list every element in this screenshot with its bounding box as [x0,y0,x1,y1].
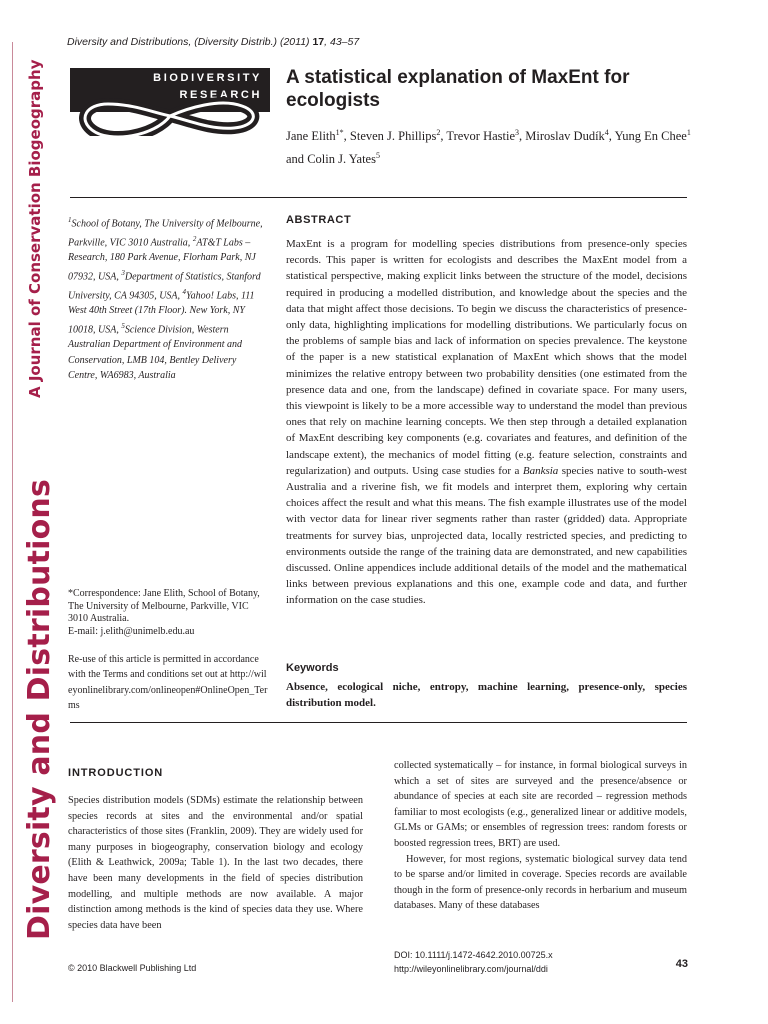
affiliation-text: Department of Statistics, Stanford University, CA 94305, USA, [68,271,261,301]
introduction-column-1: Species distribution models (SDMs) estimate the relationship between species records at sites and the environmental and/or spatial characteristics of those sites (Franklin, 2009). They are widely used for many purposes in biogeography, conservation biology and ecology (Elith & Leathwick, 2009a; Table 1). In the last two decades, there have been many developments in the field of species distribution modelling, and multiple methods are now available. A major distinction among methods is the kind of species data they use. Where species data have been [68,795,363,931]
logo-line-1: BIODIVERSITY [153,72,262,84]
affiliation-text: AT&T Labs – Research, 180 Park Avenue, Florham Park, NJ 07932, USA, [68,237,256,283]
abstract-heading: ABSTRACT [286,214,352,226]
affiliations [68,213,268,384]
correspondence-text: *Correspondence: Jane Elith, School of Botany, The University of Melbourne, Parkville, VIC 3010 Australia. [68,588,260,625]
author-name: Miroslav Dudík [525,129,605,144]
journal-citation-header [67,36,359,48]
author-affiliation-marker: 5 [375,151,380,161]
logo-line-2: RESEARCH [179,89,262,101]
author-name: Trevor Hastie [446,129,516,144]
author-name: Yung En Chee [614,129,687,144]
infinity-logo-icon [70,86,270,136]
citation-prefix: Diversity and Distributions, (Diversity Distrib.) (2011) [67,36,313,48]
intro-paragraph: However, for most regions, systematic biological survey data tend to be sparse and/or limited in coverage. Species records are available though in the form of presence-only records in herbarium and museum databases. Many of these databases [394,853,687,912]
affiliation-text: Yahoo! Labs, 111 West 40th Street (17th Floor). New York, NY 10018, USA, [68,289,255,336]
top-divider [70,197,687,198]
abstract-text [286,236,687,609]
intro-paragraph: collected systematically – for instance, in formal biological surveys in which a set of sites are surveyed and the presence/absence or abundance of species at each site are recorded – regression methods familiar to most ecologists (e.g., generalized linear or additive models, GLMs or GAMs; or ensembles of regression trees: random forests or boosted regression trees, BRT) are used. [394,760,687,849]
author-name: Colin J. Yates [307,152,376,167]
journal-name-vertical: Diversity and Distributions [22,478,57,940]
abstract-part-1: MaxEnt is a program for modelling species distributions from presence-only species records. This paper is written for ecologists and describes the MaxEnt model from a statistical perspective, making explicit links between the structure of the model, decisions required in producing a modelled distribution, and knowledge about the species and the data that might affect those decisions. To begin we discuss the characteristics of presence-only data, highlighting implications for modelling distributions. We particularly focus on the problems of sample bias and lack of information on species prevalence. The keystone of the paper is a new statistical explanation of MaxEnt which shows that the model minimizes the relative entropy between two probability densities (one estimated from the presence data and one, from the landscape) defined in covariate space. For many users, this viewpoint is likely to be a more accessible way to understand the model than previous ones that rely on machine learning concepts. We then step through a detailed explanation of MaxEnt describing key components (e.g. covariates and features, and definition of the landscape extent), the mechanics of model fitting (e.g. feature selection, constraints and regularization) and outputs. Using case studies for a [286,238,687,477]
journal-url-link[interactable]: http://wileyonlinelibrary.com/journal/ddi [394,964,548,974]
author-affiliation-marker: 3 [515,128,520,137]
citation-pages: , 43–57 [324,36,360,48]
doi-text: DOI: 10.1111/j.1472-4642.2010.00725.x [394,950,553,960]
section-divider [70,722,687,723]
affiliation-number: 5 [121,321,125,330]
page-number: 43 [675,958,688,970]
affiliation-text: Science Division, Western Australian Department of Environment and Conservation, LMB 104, Bentley Delivery Centre, WA6983, Australia [68,324,243,382]
copyright-notice: © 2010 Blackwell Publishing Ltd [68,963,197,973]
author-separator: , [608,129,615,144]
keywords-heading: Keywords [286,662,339,674]
author-name: Jane Elith [286,129,336,144]
affiliation-number: 1 [68,216,72,224]
correspondence-note [68,588,268,638]
author-separator: , [343,129,350,144]
doi-block [394,948,553,976]
author-affiliation-marker: 1* [335,128,344,137]
keywords-text: Absence, ecological niche, entropy, machine learning, presence-only, species distribution model. [286,681,687,710]
correspondence-email: E-mail: j.elith@unimelb.edu.au [68,625,195,637]
citation-volume: 17 [312,36,325,48]
reuse-notice: Re-use of this article is permitted in accordance with the Terms and conditions set out at http://wileyonlinelibrary.com/onlineopen#OnlineOpen_Terms [68,654,268,712]
affiliation-number: 4 [182,287,187,296]
author-list [286,123,706,169]
introduction-heading: INTRODUCTION [68,767,164,779]
author-separator: , [519,129,526,144]
author-affiliation-marker: 1 [686,128,691,137]
abstract-italic-term: Banksia [522,464,559,477]
author-separator: and [286,152,308,167]
abstract-part-2: species native to south-west Australia and a riverine fish, we fit models and interpret them, exploring why certain choices affect the result and what this means. The fish example illustrates use of the model with vector data for linear river segments rather than raster (gridded) data. Appropriate treatments for survey bias, unprojected data, locally restricted species, and predicting to environments outside the range of the training data are demonstrated, and new capabilities discussed. Online appendices include additional details of the model and the mathematical links between previous explanations and this one, example code and data, and further information on the case studies. [286,464,687,607]
affiliation-number: 3 [121,268,125,277]
affiliation-text: School of Botany, The University of Melbourne, Parkville, VIC 3010 Australia, [68,218,263,249]
journal-subtitle-vertical: A Journal of Conservation Biogeography [26,59,44,398]
introduction-column-2 [394,758,687,914]
author-separator: , [440,129,447,144]
author-affiliation-marker: 2 [436,128,441,137]
affiliation-number: 2 [192,234,197,243]
author-name: Steven J. Phillips [349,129,437,144]
author-affiliation-marker: 4 [604,128,609,137]
paper-title: A statistical explanation of MaxEnt for ecologists [286,67,630,111]
